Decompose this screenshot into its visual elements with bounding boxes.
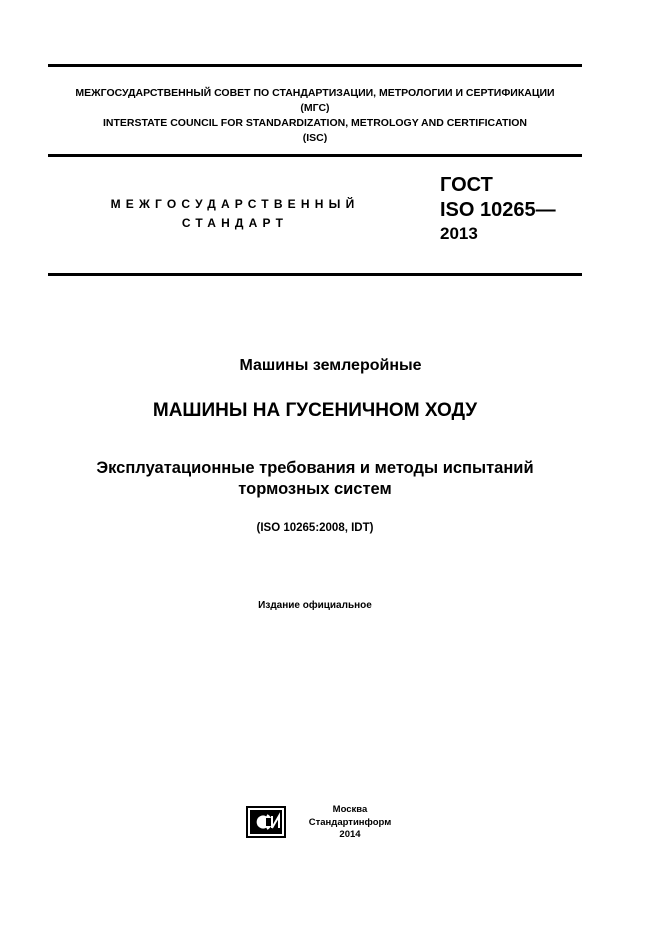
- council-header: [48, 86, 582, 146]
- subtitle-line1: Эксплуатационные требования и методы испытаний: [96, 459, 534, 477]
- edition-note: Издание официальное: [258, 600, 372, 611]
- standard-kind-line1: МЕЖГОСУДАРСТВЕННЫЙ: [110, 197, 360, 211]
- top-rule: [48, 64, 582, 67]
- gost-label: ГОСТ: [440, 174, 493, 196]
- title-subtitle: [0, 458, 630, 500]
- publisher-name: Стандартинформ: [308, 816, 392, 828]
- standard-kind: [100, 195, 370, 233]
- standard-year: 2013: [440, 224, 478, 243]
- middle-rule: [48, 154, 582, 157]
- council-name-en: INTERSTATE COUNCIL FOR STANDARDIZATION, METROLOGY AND CERTIFICATION: [102, 117, 528, 129]
- standard-designation: [440, 173, 556, 245]
- council-name-ru: МЕЖГОСУДАРСТВЕННЫЙ СОВЕТ ПО СТАНДАРТИЗАЦИИ, МЕТРОЛОГИИ И СЕРТИФИКАЦИИ: [75, 87, 555, 99]
- publisher-year: 2014: [339, 829, 361, 840]
- publisher-imprint: [300, 804, 400, 842]
- council-abbr-ru: (МГС): [300, 102, 330, 114]
- publisher-city: Москва: [332, 804, 368, 815]
- council-abbr-en: (ISC): [302, 132, 328, 144]
- bottom-rule: [48, 273, 582, 276]
- subtitle-line2: тормозных систем: [238, 480, 392, 498]
- standartinform-logo-icon: [246, 806, 286, 838]
- standard-number: ISO 10265—: [440, 199, 556, 221]
- iso-reference: (ISO 10265:2008, IDT): [256, 522, 374, 534]
- title-group: Машины землеройные: [239, 357, 422, 374]
- standard-kind-line2: СТАНДАРТ: [181, 216, 289, 230]
- title-main: МАШИНЫ НА ГУСЕНИЧНОМ ХОДУ: [152, 400, 478, 421]
